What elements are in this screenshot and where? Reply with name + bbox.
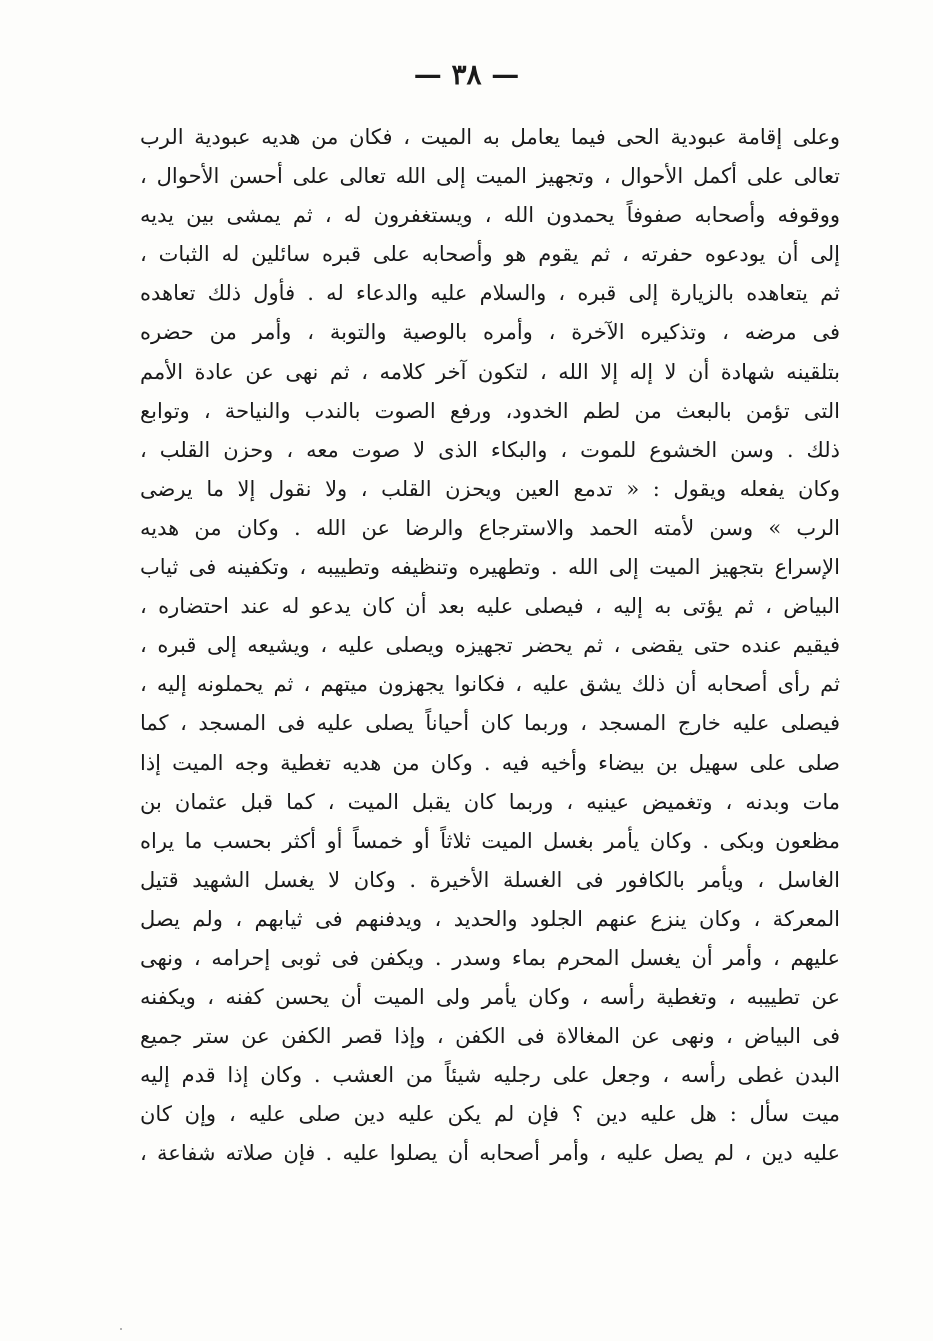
text-line: عن تطييبه ، وتغطية رأسه ، وكان يأمر ولى الميت أن يحسن كفنه ، ويكفنه <box>140 985 840 1010</box>
text-line: عليهم ، وأمر أن يغسل المحرم بماء وسدر . ويكفن فى ثوبى إحرامه ، ونهى <box>140 945 840 970</box>
text-line: الغاسل ، ويأمر بالكافور فى الغسلة الأخيرة . وكان لا يغسل الشهيد قتيل <box>140 867 840 892</box>
text-line: فى البياض ، ونهى عن المغالاة فى الكفن ، وإذا قصر الكفن عن ستر جميع <box>140 1024 840 1049</box>
text-line: الرب » وسن لأمته الحمد والاسترجاع والرضا عن الله . وكان من هديه <box>140 515 840 540</box>
text-line: ثم يتعاهده بالزيارة إلى قبره ، والسلام عليه والدعاء له . فأول ذلك تعاهده <box>140 281 840 306</box>
text-line: ووقوفه وأصحابه صفوفاً يحمدون الله ، ويستغفرون له ، ثم يمشى بين يديه <box>140 203 840 228</box>
text-line: ثم رأى أصحابه أن ذلك يشق عليه ، فكانوا يجهزون ميتهم ، ثم يحملونه إليه ، <box>140 672 840 697</box>
text-line: ميت سأل : هل عليه دين ؟ فإن لم يكن عليه دين صلى عليه ، وإن كان <box>140 1102 840 1127</box>
text-line: فيصلى عليه خارج المسجد ، وربما كان أحياناً يصلى عليه فى المسجد ، كما <box>140 711 840 736</box>
text-line: عليه دين ، لم يصل عليه ، وأمر أصحابه أن يصلوا عليه . فإن صلاته شفاعة ، <box>140 1141 840 1166</box>
text-line: فى مرضه ، وتذكيره الآخرة ، وأمره بالوصية والتوبة ، وأمر من حضره <box>140 320 840 345</box>
text-line: تعالى على أكمل الأحوال ، وتجهيز الميت إلى الله تعالى على أحسن الأحوال ، <box>140 164 840 189</box>
text-line: مظعون وبكى . وكان يأمر بغسل الميت ثلاثاً أو خمساً أو أكثر بحسب ما يراه <box>140 828 840 853</box>
body-text <box>140 118 840 1174</box>
page-number: — ٣٨ — <box>413 58 520 91</box>
text-line: المعركة ، وكان ينزع عنهم الجلود والحديد ، ويدفنهم فى ثيابهم ، ولم يصل <box>140 906 840 931</box>
text-line: فيقيم عنده حتى يقضى ، ثم يحضر تجهيزه ويصلى عليه ، ويشيعه إلى قبره ، <box>140 633 840 658</box>
text-line: صلى على سهيل بن بيضاء وأخيه فيه . وكان من هديه تغطية وجه الميت إذا <box>140 750 840 775</box>
text-line: البياض ، ثم يؤتى به إليه ، فيصلى عليه بعد أن كان يدعو له عند احتضاره ، <box>140 594 840 619</box>
text-line: إلى أن يودعوه حفرته ، ثم يقوم هو وأصحابه على قبره سائلين له الثبات ، <box>140 242 840 267</box>
text-line: وعلى إقامة عبودية الحى فيما يعامل به الميت ، فكان من هديه عبودية الرب <box>140 125 840 149</box>
text-line: وكان يفعله ويقول : « تدمع العين ويحزن القلب ، ولا نقول إلا ما يرضى <box>140 476 840 501</box>
text-line: بتلقينه شهادة أن لا إله إلا الله ، لتكون آخر كلامه ، ثم نهى عن عادة الأمم <box>140 359 840 384</box>
text-line: التى تؤمن بالبعث من لطم الخدود، ورفع الصوت بالندب والنياحة ، وتوابع <box>140 398 840 423</box>
text-line: ذلك . وسن الخشوع للموت ، والبكاء الذى لا صوت معه ، وحزن القلب ، <box>140 437 840 462</box>
text-line: البدن غطى رأسه ، وجعل على رجليه شيئاً من العشب . وكان إذا قدم إليه <box>140 1063 840 1088</box>
text-line: مات وبدنه ، وتغميض عينيه ، وربما كان يقبل الميت ، كما قبل عثمان بن <box>140 789 840 814</box>
text-line: الإسراع بتجهيز الميت إلى الله . وتطهيره وتنظيفه وتطييبه ، وتكفينه فى ثياب <box>140 555 840 580</box>
scan-speck <box>120 1328 122 1330</box>
